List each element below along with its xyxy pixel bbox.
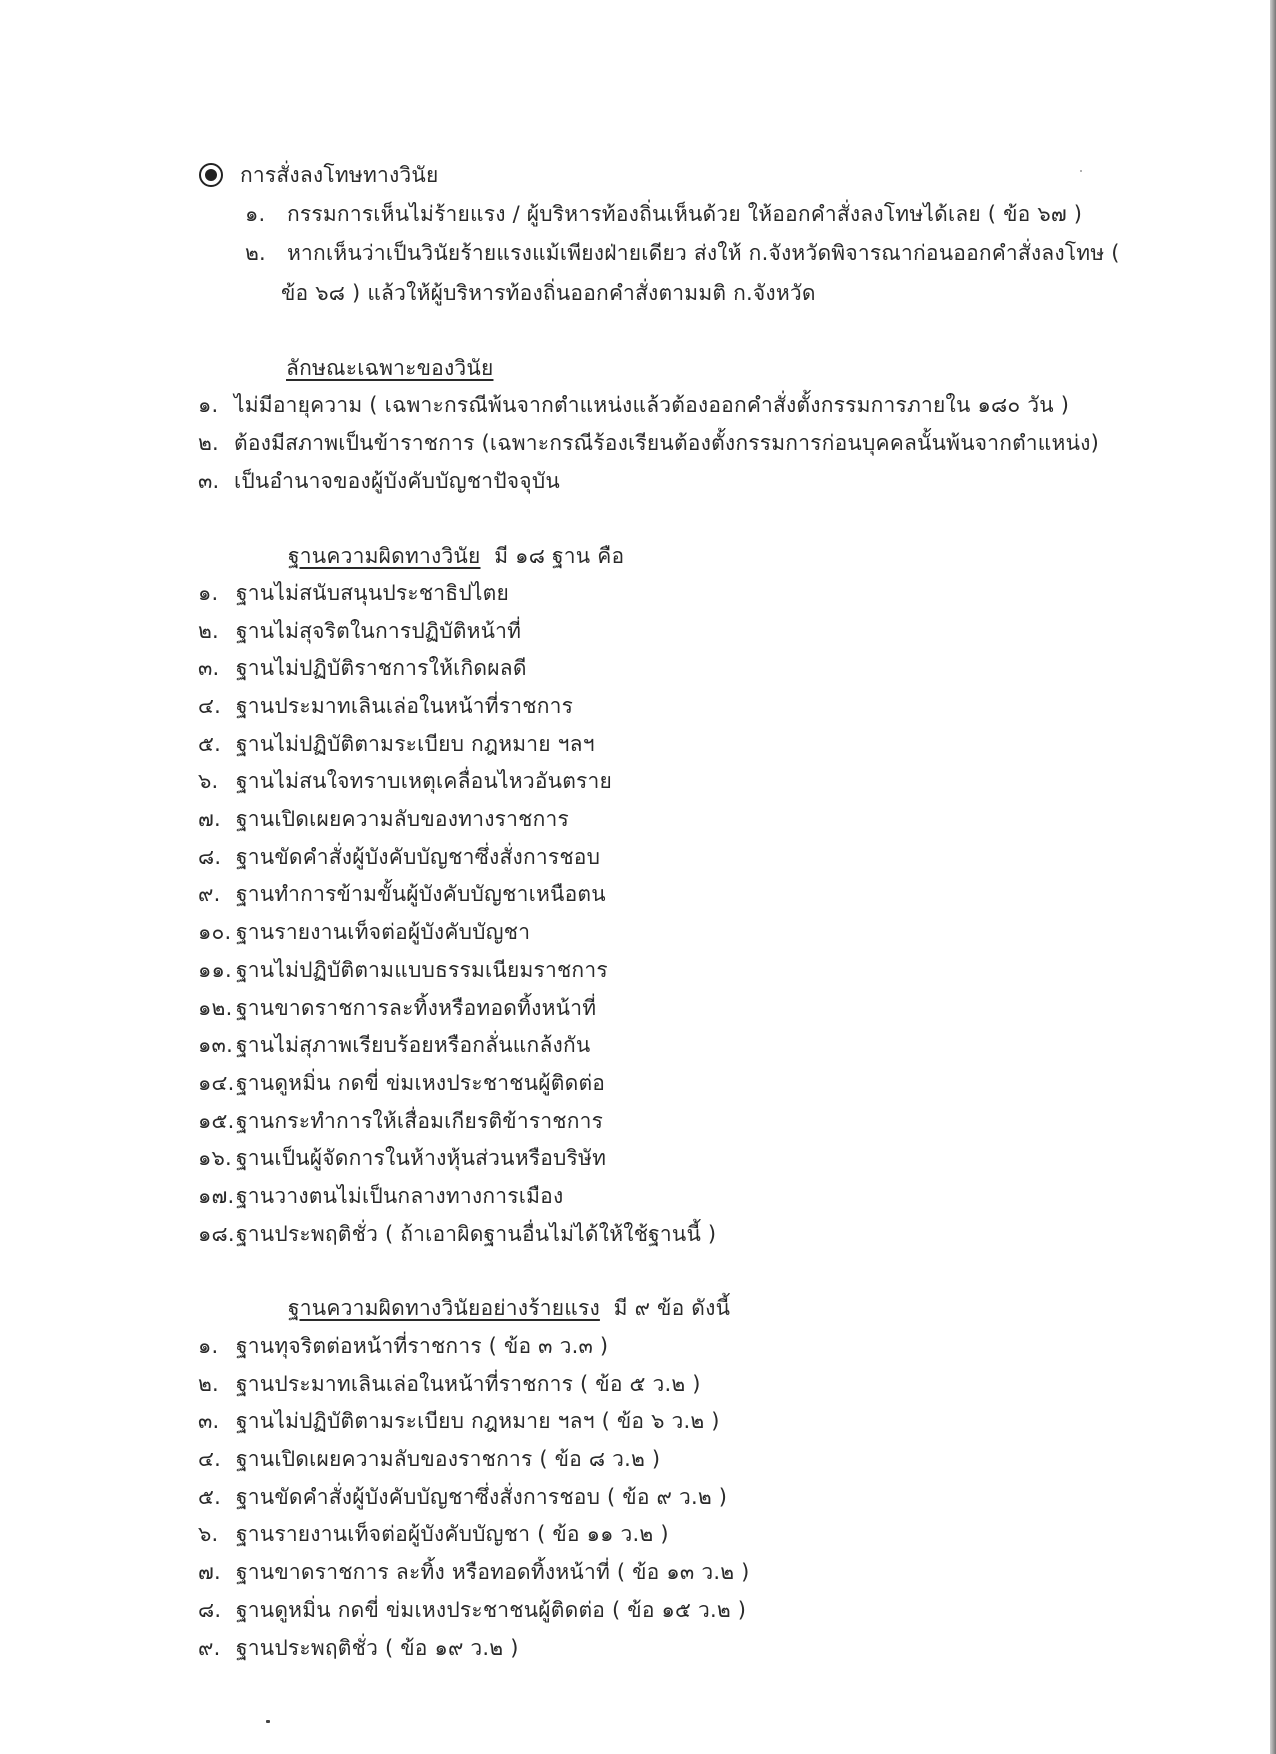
section3-item (198, 918, 530, 946)
item-number: ๙. (198, 1636, 221, 1660)
section3-item (198, 1144, 606, 1172)
item-number: ๑๖. (198, 1146, 232, 1170)
section3-item (198, 843, 600, 871)
section3-heading: ฐานความผิดทางวินัย (288, 544, 481, 568)
item-number: ๓. (198, 1409, 220, 1433)
item-text: หากเห็นว่าเป็นวินัยร้ายแรงแม้เพียงฝ่ายเดียว ส่งให้ ก.จังหวัดพิจารณาก่อนออกคำสั่งลงโทษ ( (287, 241, 1120, 265)
section3-item (198, 1107, 603, 1135)
section1-item (245, 239, 1120, 267)
scan-speck (1080, 170, 1082, 172)
section3-item (198, 1031, 590, 1059)
section3-item (198, 692, 573, 720)
section4-item (198, 1370, 701, 1398)
item-number: ๘. (198, 845, 222, 869)
section4-item (198, 1332, 608, 1360)
section3-item (198, 805, 569, 833)
section3-item (198, 1220, 716, 1248)
section3-item (198, 956, 608, 984)
section2-item (198, 429, 1099, 457)
item-number: ๕. (198, 1485, 221, 1509)
section3-item (198, 617, 521, 645)
item-number: ๑๕. (198, 1109, 235, 1133)
item-text: ฐานไม่สุภาพเรียบร้อยหรือกลั่นแกล้งกัน (236, 1033, 591, 1057)
item-text: ฐานดูหมิ่น กดขี่ ข่มเหงประชาชนผู้ติดต่อ (236, 1071, 606, 1095)
section3-item (198, 880, 606, 908)
section4-heading-line (288, 1294, 730, 1322)
section2-item (198, 391, 1069, 419)
item-number: ๑๒. (198, 996, 233, 1020)
item-text: ฐานวางตนไม่เป็นกลางทางการเมือง (236, 1184, 564, 1208)
item-number: ๑๓. (198, 1033, 233, 1057)
section4-item (198, 1520, 669, 1548)
section3-heading-suffix: มี ๑๘ ฐาน คือ (494, 544, 625, 568)
item-text: ฐานไม่ปฏิบัติตามแบบธรรมเนียมราชการ (236, 958, 608, 982)
section3-item (198, 579, 509, 607)
section2-heading: ลักษณะเฉพาะของวินัย (286, 356, 494, 380)
item-number: ๑๑. (198, 958, 232, 982)
item-number: ๖. (198, 769, 219, 793)
item-text: ฐานขาดราชการละทิ้งหรือทอดทิ้งหน้าที่ (236, 996, 597, 1020)
item-number: ๓. (198, 656, 220, 680)
section1-title: การสั่งลงโทษทางวินัย (240, 163, 439, 187)
item-text: กรรมการเห็นไม่ร้ายแรง / ผู้บริหารท้องถิ่นเห็นด้วย ให้ออกคำสั่งลงโทษได้เลย ( ข้อ ๖๗ ) (287, 202, 1083, 226)
section3-item (198, 767, 612, 795)
item-number: ๑. (198, 1334, 219, 1358)
item-number: ๑๗. (198, 1184, 235, 1208)
section3-item (198, 654, 527, 682)
item-text: ฐานขัดคำสั่งผู้บังคับบัญชาซึ่งสั่งการชอบ (236, 845, 601, 869)
item-text: ฐานไม่สนใจทราบเหตุเคลื่อนไหวอันตราย (236, 769, 613, 793)
section4-heading-suffix: มี ๙ ข้อ ดังนี้ (613, 1296, 731, 1320)
section3-item (198, 1182, 563, 1210)
item-number: ๕. (198, 732, 221, 756)
section3-item (198, 730, 595, 758)
item-number: ๙. (198, 882, 221, 906)
item-text: ฐานไม่ปฏิบัติตามระเบียบ กฎหมาย ฯลฯ ( ข้อ ๖ ว.๒ ) (236, 1409, 720, 1433)
section2-item (198, 467, 560, 495)
scan-speck (266, 1720, 270, 1723)
radio-bullet-icon (198, 162, 224, 188)
item-number: ๔. (198, 694, 221, 718)
section4-item (198, 1407, 720, 1435)
section4-item (198, 1558, 750, 1586)
item-number: ๓. (198, 469, 220, 493)
section4-heading: ฐานความผิดทางวินัยอย่างร้ายแรง (288, 1296, 600, 1320)
item-number: ๒. (198, 431, 219, 455)
item-number: ๔. (198, 1447, 221, 1471)
item-text: ฐานไม่สุจริตในการปฏิบัติหน้าที่ (236, 619, 522, 643)
item-number: ๗. (198, 807, 221, 831)
section4-item (198, 1445, 660, 1473)
item-number: ๘. (198, 1598, 222, 1622)
item-number: ๑. (198, 581, 219, 605)
item-text: ฐานไม่สนับสนุนประชาธิปไตย (236, 581, 509, 605)
scan-edge-shadow (1270, 0, 1276, 1754)
item-number: ๑๐. (198, 920, 232, 944)
item-number: ๒. (198, 1372, 219, 1396)
item-text: ฐานเปิดเผยความลับของทางราชการ (236, 807, 569, 831)
item-text: เป็นอำนาจของผู้บังคับบัญชาปัจจุบัน (234, 469, 560, 493)
item-number: ๒. (245, 241, 266, 265)
item-number: ๑. (245, 202, 266, 226)
item-text: ฐานเป็นผู้จัดการในห้างหุ้นส่วนหรือบริษัท (236, 1146, 607, 1170)
item-text: ฐานรายงานเท็จต่อผู้บังคับบัญชา (236, 920, 531, 944)
section3-item (198, 1069, 605, 1097)
section4-item (198, 1483, 727, 1511)
item-text: ฐานประมาทเลินเล่อในหน้าที่ราชการ ( ข้อ ๕ ว.๒ ) (236, 1372, 701, 1396)
item-text: ฐานทุจริตต่อหน้าที่ราชการ ( ข้อ ๓ ว.๓ ) (236, 1334, 609, 1358)
item-text: ฐานกระทำการให้เสื่อมเกียรติข้าราชการ (236, 1109, 604, 1133)
item-text: ฐานไม่ปฏิบัติราชการให้เกิดผลดี (236, 656, 527, 680)
item-number: ๒. (198, 619, 219, 643)
section1-item (245, 200, 1082, 228)
item-text: ต้องมีสภาพเป็นข้าราชการ (เฉพาะกรณีร้องเรียนต้องตั้งกรรมการก่อนบุคคลนั้นพ้นจากตำแหน่ง) (234, 431, 1099, 455)
item-number: ๗. (198, 1560, 221, 1584)
item-text: ฐานประมาทเลินเล่อในหน้าที่ราชการ (236, 694, 574, 718)
section4-item (198, 1634, 519, 1662)
item-number: ๑๔. (198, 1071, 235, 1095)
item-text: ฐานเปิดเผยความลับของราชการ ( ข้อ ๘ ว.๒ ) (236, 1447, 661, 1471)
item-text: ไม่มีอายุความ ( เฉพาะกรณีพ้นจากตำแหน่งแล้วต้องออกคำสั่งตั้งกรรมการภายใน ๑๘๐ วัน ) (234, 393, 1070, 417)
item-number: ๑. (198, 393, 219, 417)
item-text: ฐานทำการข้ามขั้นผู้บังคับบัญชาเหนือตน (236, 882, 606, 906)
item-text: ฐานขัดคำสั่งผู้บังคับบัญชาซึ่งสั่งการชอบ ( ข้อ ๙ ว.๒ ) (236, 1485, 728, 1509)
item-text: ฐานไม่ปฏิบัติตามระเบียบ กฎหมาย ฯลฯ (236, 732, 595, 756)
item-number: ๑๘. (198, 1222, 235, 1246)
item-text: ฐานดูหมิ่น กดขี่ ข่มเหงประชาชนผู้ติดต่อ ( ข้อ ๑๕ ว.๒ ) (236, 1598, 747, 1622)
item-text: ฐานขาดราชการ ละทิ้ง หรือทอดทิ้งหน้าที่ ( ข้อ ๑๓ ว.๒ ) (236, 1560, 750, 1584)
item-text: ฐานประพฤติชั่ว ( ข้อ ๑๙ ว.๒ ) (236, 1636, 519, 1660)
section4-item (198, 1596, 746, 1624)
section3-item (198, 994, 596, 1022)
item-text: ฐานประพฤติชั่ว ( ถ้าเอาผิดฐานอื่นไม่ได้ให้ใช้ฐานนี้ ) (236, 1222, 717, 1246)
section3-heading-line (288, 542, 624, 570)
item-text: ฐานรายงานเท็จต่อผู้บังคับบัญชา ( ข้อ ๑๑ ว.๒ ) (236, 1522, 669, 1546)
section1-item-continuation: ข้อ ๖๘ ) แล้วให้ผู้บริหารท้องถิ่นออกคำสั่งตามมติ ก.จังหวัด (281, 281, 816, 305)
item-number: ๖. (198, 1522, 219, 1546)
